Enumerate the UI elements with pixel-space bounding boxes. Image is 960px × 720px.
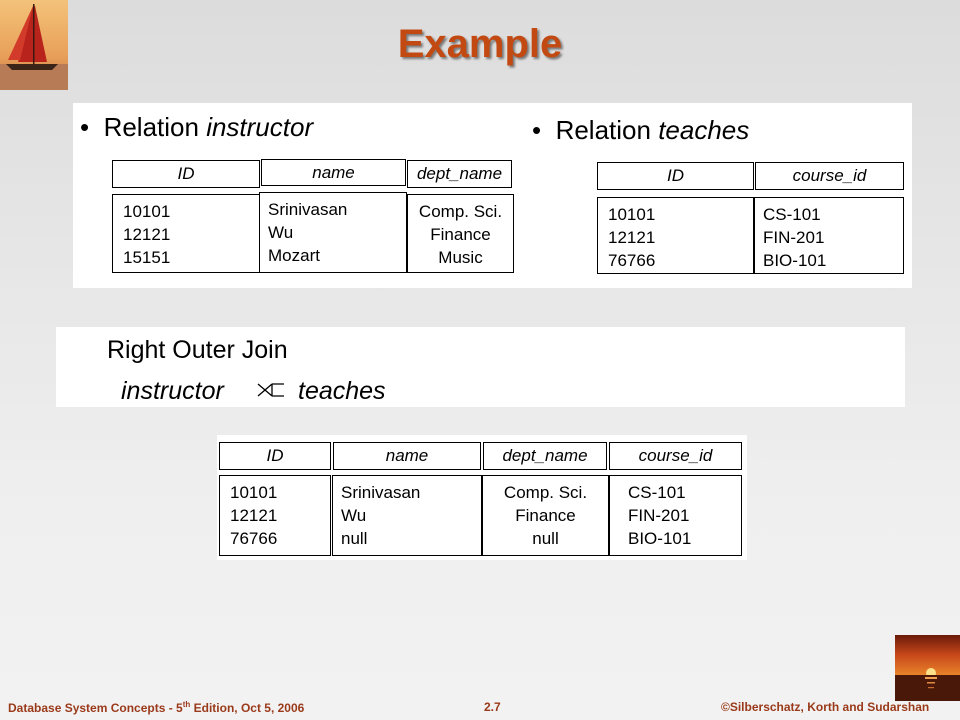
list-item: null — [532, 529, 559, 548]
slide-title: Example — [397, 22, 563, 66]
sunset-logo — [895, 635, 960, 701]
list-item: 76766 — [608, 251, 656, 270]
teaches-header-id: ID — [597, 162, 754, 190]
instructor-heading — [80, 112, 313, 143]
instructor-header-id: ID — [112, 160, 260, 188]
instructor-dept-column — [407, 194, 514, 273]
footer-book-title: Database System Concepts - 5th Edition, Oct 5, 2006 — [8, 700, 305, 715]
list-item: 10101 — [123, 202, 171, 221]
teaches-id-column — [597, 197, 754, 274]
list-item: CS-101 — [763, 205, 821, 224]
list-item: 12121 — [608, 228, 656, 247]
list-item: Music — [438, 248, 483, 267]
list-item: Finance — [430, 225, 491, 244]
instructor-name-column — [259, 192, 407, 273]
result-id-column — [219, 475, 331, 556]
list-item: 12121 — [123, 225, 171, 244]
result-header-name: name — [333, 442, 481, 470]
list-item: Comp. Sci. — [418, 202, 503, 221]
join-title: Right Outer Join — [107, 336, 288, 364]
bullet: • — [80, 112, 90, 142]
list-item: Comp. Sci. — [503, 483, 588, 502]
teaches-heading — [532, 115, 749, 146]
result-course-column — [609, 475, 742, 556]
instructor-prefix: Relation — [103, 112, 207, 142]
list-item: FIN-201 — [763, 228, 825, 247]
join-right-operand: teaches — [298, 377, 386, 405]
list-item: 12121 — [230, 506, 278, 525]
list-item: 76766 — [230, 529, 278, 548]
footer-copyright: ©Silberschatz, Korth and Sudarshan — [721, 700, 930, 714]
list-item: BIO-101 — [628, 529, 692, 548]
list-item: CS-101 — [628, 483, 686, 502]
list-item: 10101 — [608, 205, 656, 224]
result-name-column — [332, 475, 482, 556]
result-header-dept-name: dept_name — [483, 442, 607, 470]
list-item: Wu — [341, 506, 367, 525]
result-header-course-id: course_id — [609, 442, 742, 470]
list-item: Srinivasan — [268, 200, 348, 219]
footer-page-number: 2.7 — [484, 700, 501, 714]
list-item: FIN-201 — [628, 506, 690, 525]
right-outer-join-icon — [256, 381, 286, 401]
teaches-name: teaches — [658, 115, 750, 145]
result-dept-column — [482, 475, 609, 556]
instructor-name: instructor — [206, 112, 314, 142]
instructor-header-name: name — [261, 159, 406, 186]
teaches-header-course-id: course_id — [755, 162, 904, 190]
instructor-id-column — [112, 194, 260, 273]
teaches-prefix: Relation — [555, 115, 659, 145]
list-item: 10101 — [230, 483, 278, 502]
bullet: • — [532, 115, 542, 145]
list-item: Wu — [268, 223, 294, 242]
list-item: Finance — [515, 506, 576, 525]
list-item: null — [341, 529, 368, 548]
list-item: Srinivasan — [341, 483, 421, 502]
join-left-operand: instructor — [121, 377, 224, 405]
instructor-header-dept-name: dept_name — [407, 160, 512, 188]
list-item: BIO-101 — [763, 251, 827, 270]
result-header-id: ID — [219, 442, 331, 470]
list-item: Mozart — [268, 246, 320, 265]
teaches-course-column — [754, 197, 904, 274]
list-item: 15151 — [123, 248, 171, 267]
